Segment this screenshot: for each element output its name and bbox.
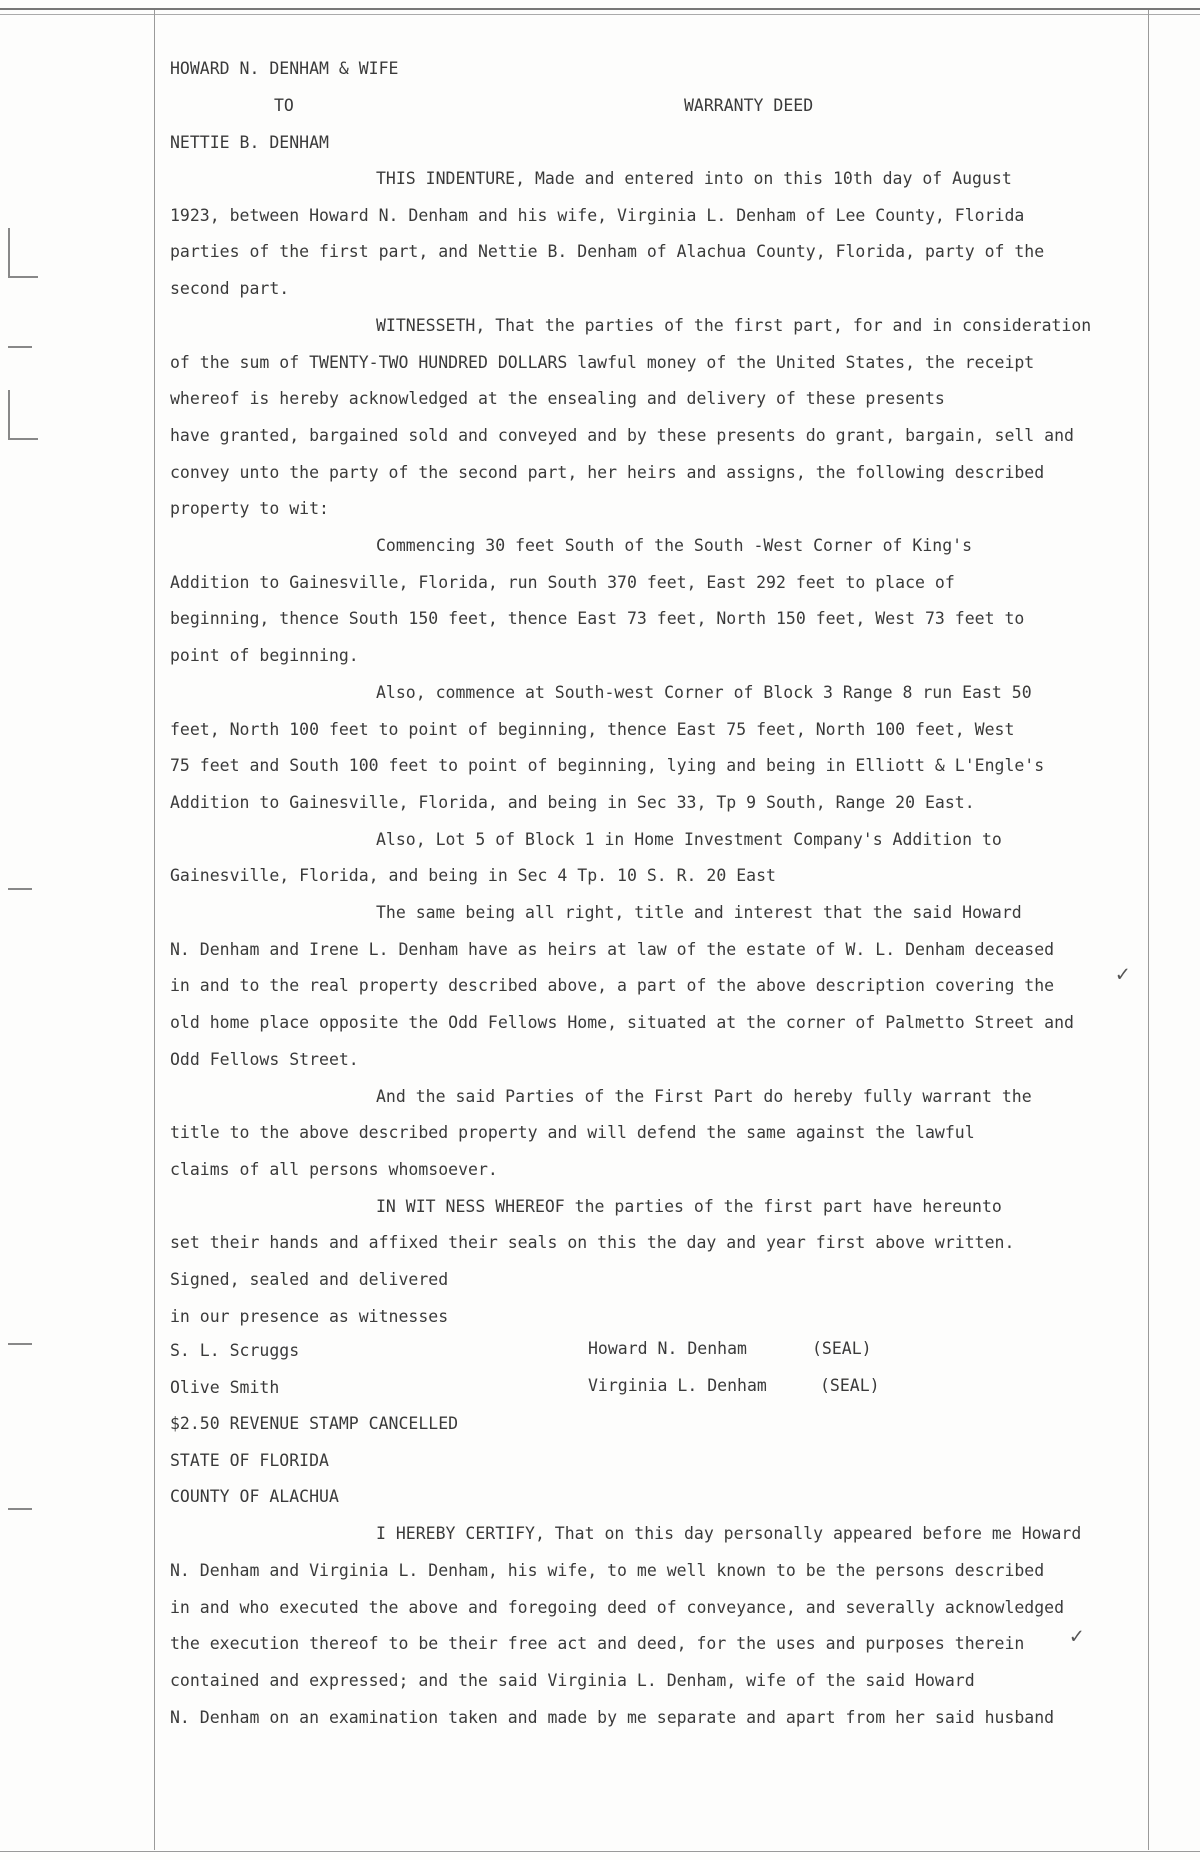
text-line: claims of all persons whomsoever.: [170, 1159, 498, 1179]
text-line: The same being all right, title and interest that the said Howard: [376, 903, 1022, 922]
text-line: 1923, between Howard N. Denham and his wife, Virginia L. Denham of Lee County, Florida: [170, 205, 1025, 225]
text-line: parties of the first part, and Nettie B. Denham of Alachua County, Florida, party of the: [170, 242, 1045, 262]
grantor-line: HOWARD N. DENHAM & WIFE: [170, 59, 399, 78]
top-rule-secondary: [0, 14, 1200, 15]
text-line: whereof is hereby acknowledged at the ensealing and delivery of these presents: [170, 389, 945, 409]
seal-mark-1: (SEAL): [812, 1339, 872, 1358]
text-line: set their hands and affixed their seals on this the day and year first above written.: [170, 1233, 1015, 1253]
signer-signature-2: Virginia L. Denham: [588, 1376, 767, 1395]
text-line: And the said Parties of the First Part do hereby fully warrant the: [376, 1086, 1032, 1106]
binding-tick: [8, 1343, 32, 1345]
text-line: N. Denham and Virginia L. Denham, his wife, to me well known to be the persons described: [170, 1560, 1045, 1580]
text-line: STATE OF FLORIDA: [170, 1450, 329, 1470]
text-line: N. Denham on an examination taken and made by me separate and apart from her said husband: [170, 1707, 1055, 1727]
text-line: feet, North 100 feet to point of beginning, thence East 75 feet, North 100 feet, West: [170, 719, 1015, 739]
text-line: of the sum of TWENTY-TWO HUNDRED DOLLARS lawful money of the United States, the receipt: [170, 352, 1035, 372]
text-line: Also, Lot 5 of Block 1 in Home Investment Company's Addition to: [376, 829, 1002, 849]
text-line: $2.50 REVENUE STAMP CANCELLED: [170, 1414, 459, 1433]
signer-signature-1: Howard N. Denham: [588, 1339, 747, 1358]
check-mark-icon: ✓: [1070, 1624, 1084, 1649]
witness-signature-1: S. L. Scruggs: [170, 1341, 300, 1360]
check-mark-icon: ✓: [1116, 962, 1130, 987]
text-line: in and who executed the above and foregoing deed of conveyance, and severally acknowledged: [170, 1597, 1065, 1617]
text-line: point of beginning.: [170, 646, 359, 666]
text-line: property to wit:: [170, 499, 329, 519]
text-line: Addition to Gainesville, Florida, and being in Sec 33, Tp 9 South, Range 20 East.: [170, 792, 975, 812]
text-line: convey unto the party of the second part, her heirs and assigns, the following described: [170, 462, 1045, 482]
text-line: I HEREBY CERTIFY, That on this day personally appeared before me Howard: [376, 1524, 1082, 1544]
text-line: old home place opposite the Odd Fellows Home, situated at the corner of Palmetto Street and: [170, 1013, 1074, 1033]
text-line: COUNTY OF ALACHUA: [170, 1487, 339, 1507]
top-rule: [0, 8, 1200, 10]
text-line: Addition to Gainesville, Florida, run South 370 feet, East 292 feet to place of: [170, 572, 955, 592]
text-line: the execution thereof to be their free act and deed, for the uses and purposes therein: [170, 1634, 1025, 1654]
to-line: TO: [274, 96, 294, 115]
binding-tick: [8, 888, 32, 890]
binding-mark: [8, 228, 38, 278]
text-line: title to the above described property and will defend the same against the lawful: [170, 1123, 975, 1143]
binding-tick: [8, 1508, 32, 1510]
text-line: Also, commence at South-west Corner of Block 3 Range 8 run East 50: [376, 682, 1032, 702]
text-line: in our presence as witnesses: [170, 1306, 449, 1326]
binding-tick: [8, 346, 32, 348]
witness-signature-2: Olive Smith: [170, 1378, 280, 1397]
text-line: in and to the real property described above, a part of the above description covering the: [170, 976, 1055, 996]
seal-mark-2: (SEAL): [820, 1376, 880, 1395]
document-type: WARRANTY DEED: [684, 96, 814, 115]
text-line: Odd Fellows Street.: [170, 1049, 359, 1069]
text-line: Signed, sealed and delivered: [170, 1270, 449, 1289]
text-line: contained and expressed; and the said Virginia L. Denham, wife of the said Howard: [170, 1670, 975, 1690]
text-line: Gainesville, Florida, and being in Sec 4 Tp. 10 S. R. 20 East: [170, 866, 776, 886]
right-margin-line: [1148, 10, 1149, 1850]
text-line: Commencing 30 feet South of the South -West Corner of King's: [376, 536, 973, 555]
text-line: have granted, bargained sold and conveyed and by these presents do grant, bargain, sell and: [170, 425, 1074, 445]
text-line: THIS INDENTURE, Made and entered into on this 10th day of August: [376, 169, 1012, 188]
text-line: 75 feet and South 100 feet to point of beginning, lying and being in Elliott & L'Engle's: [170, 756, 1045, 776]
text-line: beginning, thence South 150 feet, thence East 73 feet, North 150 feet, West 73 feet to: [170, 609, 1025, 629]
text-line: IN WIT NESS WHEREOF the parties of the first part have hereunto: [376, 1196, 1002, 1216]
binding-mark: [8, 390, 38, 440]
text-line: WITNESSETH, That the parties of the first part, for and in consideration: [376, 315, 1092, 335]
left-margin-line: [154, 10, 155, 1850]
text-line: N. Denham and Irene L. Denham have as heirs at law of the estate of W. L. Denham deceased: [170, 939, 1055, 959]
text-line: second part.: [170, 279, 290, 299]
bottom-rule: [0, 1851, 1200, 1852]
grantee-line: NETTIE B. DENHAM: [170, 133, 329, 152]
